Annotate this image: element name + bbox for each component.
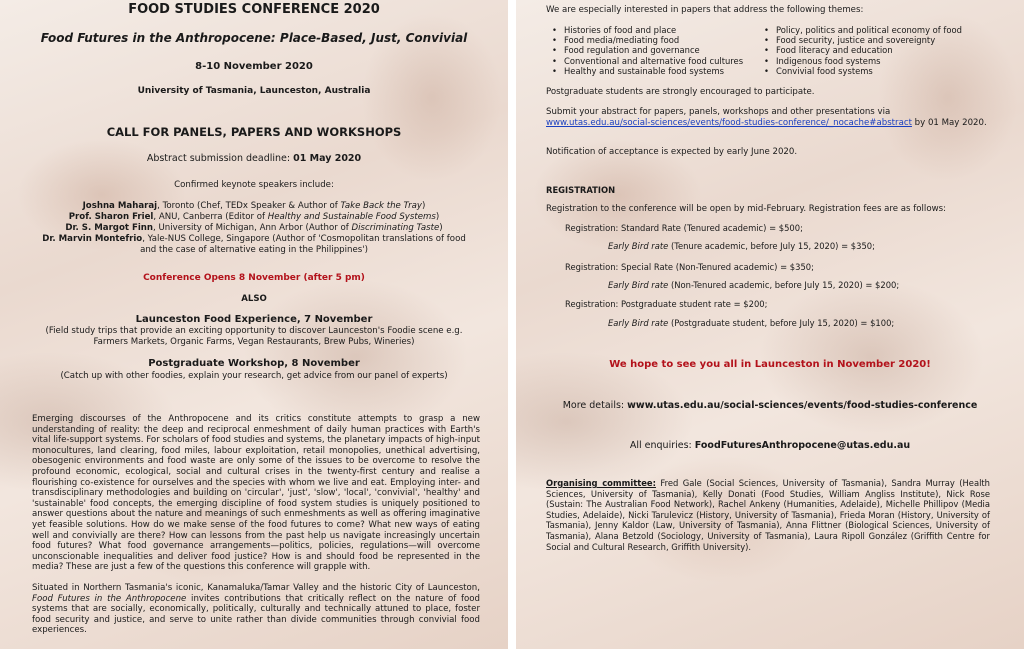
food-experience-desc [0, 326, 508, 348]
postgrad-workshop-desc: (Catch up with other foodies, explain your research, get advice from our panel of experts) [60, 371, 448, 381]
theme-item: • Conventional and alternative food cultures [546, 56, 766, 66]
early-bird-label: Early Bird rate [608, 318, 669, 328]
deadline [0, 153, 508, 164]
submit-instructions [546, 107, 996, 129]
themes-intro: We are especially interested in papers that address the following themes: [546, 5, 864, 15]
keynote-close: ) [422, 201, 426, 211]
registration-heading: REGISTRATION [546, 185, 616, 195]
conference-title: FOOD STUDIES CONFERENCE 2020 [128, 2, 380, 17]
theme-item: • Convivial food systems [758, 66, 988, 76]
more-details-url[interactable]: www.utas.edu.au/social-sciences/events/food-studies-conference [627, 400, 978, 411]
keynote-book: Healthy and Sustainable Food Systems [267, 212, 436, 222]
notification-note: Notification of acceptance is expected by early June 2020. [546, 147, 798, 157]
early-bird-special: (Non-Tenured academic, before July 15, 2020) = $200; [668, 280, 900, 290]
deadline-label: Abstract submission deadline: [146, 153, 294, 164]
page-gutter [508, 0, 516, 649]
location-text-end: invites contributions that critically reflect on the nature of food systems that are socially, economically, politically, culturally and technically attuned to place, foster food security and justice, and serve to unite rather than divide communities through convivial food experiences. [32, 593, 481, 636]
keynote-name: Prof. Sharon Friel [68, 212, 154, 222]
registration-intro: Registration to the conference will be open by mid-February. Registration fees are as follows: [546, 204, 946, 214]
organising-committee-label: Organising committee: [546, 478, 656, 488]
theme-item: • Histories of food and place [546, 25, 766, 35]
conference-dates: 8-10 November 2020 [195, 61, 313, 72]
keynote-name: Joshna Maharaj [82, 201, 158, 211]
reg-postgrad: Registration: Postgraduate student rate = $200; [565, 299, 768, 309]
organising-committee-members: Fred Gale (Social Sciences, University of Tasmania), Sandra Murray (Health Sciences, University of Tasmania), Kelly Donati (Food Studies, William Angliss Institute), Nick Rose (Sustain: The Australian Food Network), Rachel Ankeny (Humanities, Adelaide), Michelle Phillipov (Media Studies, Adelaide), Nicki Tarulevicz (History, University of Tasmania), Frieda Moran (History, University of Tasmania), Jenny Kaldor (Law, University of Tasmania), Anna Flittner (Biological Sciences, University of Tasmania), Alana Betzold (Sociology, University of Tasmania), Laura Ripoll González (Griffith Centre for Social and Cultural Research, Griffith University). [546, 478, 990, 552]
more-details-label: More details: [562, 400, 628, 411]
conference-opens: Conference Opens 8 November (after 5 pm) [143, 273, 365, 283]
food-experience-title: Launceston Food Experience, 7 November [135, 314, 373, 325]
also-label: ALSO [241, 294, 267, 304]
keynote-desc: , ANU, Canberra (Editor of [153, 212, 268, 222]
abstract-link[interactable]: www.utas.edu.au/social-sciences/events/food-studies-conference/_nocache#abstract [546, 118, 912, 128]
enquiries-label: All enquiries: [629, 440, 695, 451]
theme-item: • Indigenous food systems [758, 56, 988, 66]
keynote-desc: , University of Michigan, Ann Arbor (Author of [153, 223, 352, 233]
keynote-close: ) [435, 212, 440, 222]
conference-venue: University of Tasmania, Launceston, Australia [137, 86, 371, 96]
food-experience-desc-line: (Field study trips that provide an exciting opportunity to discover Launceston's Foodie scene e.g. [45, 326, 463, 336]
more-details [516, 400, 1024, 411]
early-bird-label: Early Bird rate [608, 280, 669, 290]
location-paragraph [32, 583, 480, 636]
keynote-item [0, 223, 508, 234]
reg-standard: Registration: Standard Rate (Tenured academic) = $500; [565, 223, 803, 233]
intro-paragraph: Emerging discourses of the Anthropocene and its critics constitute attempts to grasp a new understanding of reality: the deep and reciprocal enmeshment of daily human practices with Earth's vital life-support systems. For scholars of food studies and systems, the planetary impacts of high-input monocultures, land clearing, food miles, labour exploitation, retail monopolies, unethical advertising, obesogenic environments and food waste are only some of the issues to be overcome to resolve the profound economic, ecological, social and cultural crises in the twenty-first century and realise a flourishing co-existence for ourselves and the species with whom we live and eat. Employing inter- and transdisciplinary methodologies and building on 'circular', 'just', 'slow', 'local', 'convivial', 'healthy' and 'sustainable' food concepts, the emerging discipline of food system studies is uniquely positioned to answer questions about the nature and meanings of such enmeshments as well as offering imaginative yet feasible solutions. How do we make sense of the food futures to come? What new ways of eating well and convivially are there? How can lessons from the past help us navigate increasingly uncertain food futures? What food governance arrangements—politics, policies, regulations—will overcome unconscionable inequalities and deliver food justice? How is and should food be represented in the media? These are just a few of the questions this conference will grapple with. [32, 414, 480, 573]
eb-special [608, 280, 899, 291]
keynote-desc: , Yale-NUS College, Singapore (Author of 'Cosmopolitan translations of food [142, 234, 466, 244]
deadline-value: 01 May 2020 [293, 153, 362, 164]
eb-standard [608, 241, 875, 252]
location-text: Situated in Northern Tasmania's iconic, Kanamaluka/Tamar Valley and the historic City of Launceston, [32, 583, 480, 593]
theme-item: • Policy, politics and political economy of food [758, 25, 988, 35]
themes-right-column [758, 25, 988, 76]
keynote-name: Dr. S. Margot Finn [65, 223, 154, 233]
organising-committee [546, 478, 990, 552]
food-experience-desc-line: Farmers Markets, Organic Farms, Vegan Restaurants, Brew Pubs, Wineries) [93, 337, 415, 347]
keynote-item [0, 212, 508, 223]
keynote-item [0, 201, 508, 212]
early-bird-postgrad: (Postgraduate student, before July 15, 2020) = $100; [668, 318, 895, 328]
keynote-desc: , Toronto (Chef, TEDx Speaker & Author of [157, 201, 341, 211]
theme-item: • Food literacy and education [758, 45, 988, 55]
enquiries [516, 440, 1024, 451]
eb-postgrad [608, 318, 894, 329]
theme-item: • Healthy and sustainable food systems [546, 66, 766, 76]
theme-item: • Food regulation and governance [546, 45, 766, 55]
conference-subtitle: Food Futures in the Anthropocene: Place-Based, Just, Convivial [40, 31, 468, 45]
conference-name-italic: Food Futures in the Anthropocene [32, 593, 187, 604]
keynote-book: Take Back the Tray [340, 201, 423, 211]
hope-message: We hope to see you all in Launceston in November 2020! [609, 359, 931, 370]
submit-deadline: by 01 May 2020. [911, 118, 987, 128]
theme-item: • Food media/mediating food [546, 35, 766, 45]
call-heading: CALL FOR PANELS, PAPERS AND WORKSHOPS [106, 125, 402, 139]
keynote-close: ) [439, 223, 443, 233]
keynote-intro: Confirmed keynote speakers include: [174, 180, 334, 190]
keynote-name: Dr. Marvin Montefrio [42, 234, 143, 244]
theme-item: • Food security, justice and sovereignty [758, 35, 988, 45]
themes-left-column [546, 25, 766, 76]
postgrad-note: Postgraduate students are strongly encouraged to participate. [546, 87, 815, 97]
early-bird-label: Early Bird rate [608, 241, 669, 251]
enquiries-email[interactable]: FoodFuturesAnthropocene@utas.edu.au [694, 440, 911, 451]
postgrad-workshop-title: Postgraduate Workshop, 8 November [148, 358, 360, 369]
keynote-book: Discriminating Taste [351, 223, 440, 233]
reg-special: Registration: Special Rate (Non-Tenured academic) = $350; [565, 262, 814, 272]
left-page [0, 0, 508, 649]
right-page [516, 0, 1024, 649]
keynote-list [0, 201, 508, 256]
early-bird-standard: (Tenure academic, before July 15, 2020) = $350; [668, 241, 875, 251]
keynote-item-cont: and the case of alternative eating in the Philippines') [140, 245, 368, 255]
submit-text: Submit your abstract for papers, panels, workshops and other presentations via [546, 107, 891, 117]
keynote-item [0, 234, 508, 245]
